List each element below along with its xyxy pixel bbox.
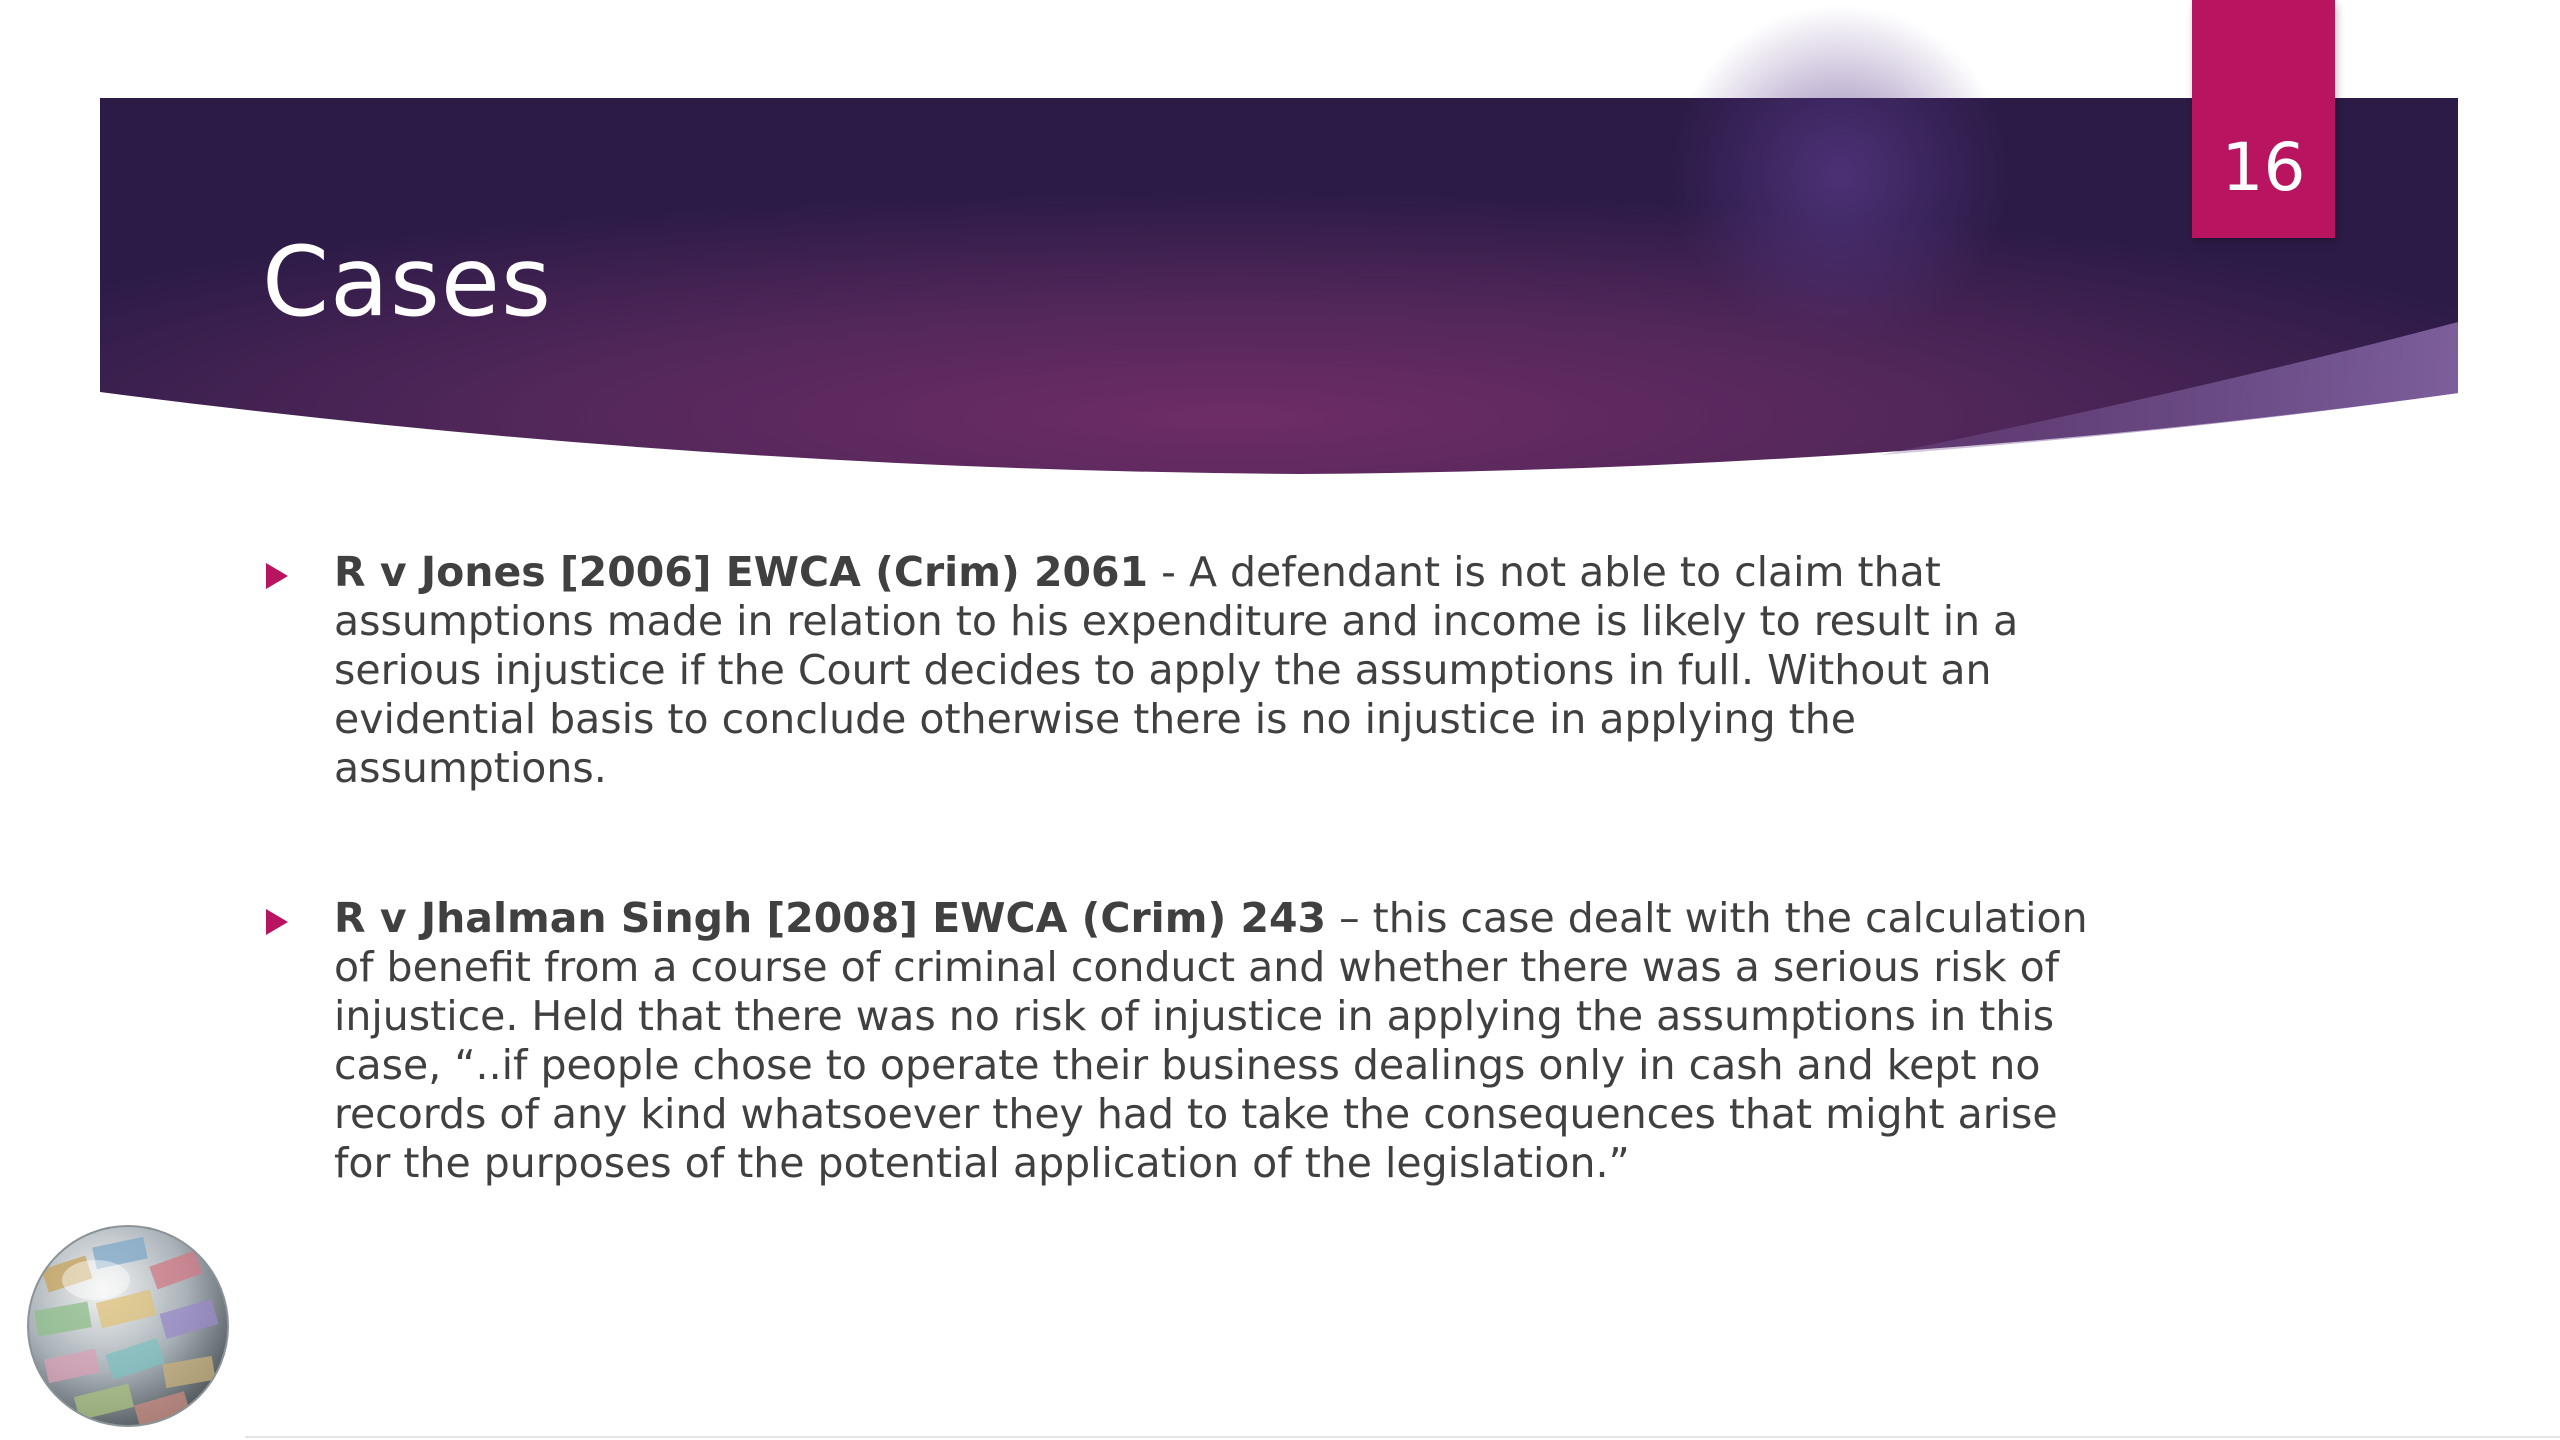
page-number-tab [2192,0,2335,238]
case-summary: – this case dealt with the calculation of benefit from a course of criminal conduct and whether there was a serious risk of injustice. Held that there was no risk of injustice in applying the assumptions in this case, “..if people chose to operate their business dealings only in cash and kept no records of any kind whatsoever they had to take the consequences that might arise for the purposes of the potential application of the legislation.” [334,894,2088,1187]
case-summary: - A defendant is not able to claim that assumptions made in relation to his expenditure and income is likely to result in a serious injustice if the Court decides to apply the assumptions in full. Without an evidential basis to conclude otherwise there is no injustice in applying the assumptions. [334,548,2019,792]
footer-divider [245,1436,2560,1438]
triangle-right-icon [266,909,288,935]
globe-logo-icon [24,1222,232,1430]
slide-title: Cases [262,226,552,338]
bullet-item-singh [262,894,2122,1188]
case-name: R v Jones [2006] EWCA (Crim) 2061 [334,548,1149,596]
bullet-list [262,548,2122,1188]
page-number: 16 [2221,129,2306,206]
bullet-item-jones [262,548,2122,793]
case-name: R v Jhalman Singh [2008] EWCA (Crim) 243 [334,894,1327,942]
triangle-right-icon [266,563,288,589]
